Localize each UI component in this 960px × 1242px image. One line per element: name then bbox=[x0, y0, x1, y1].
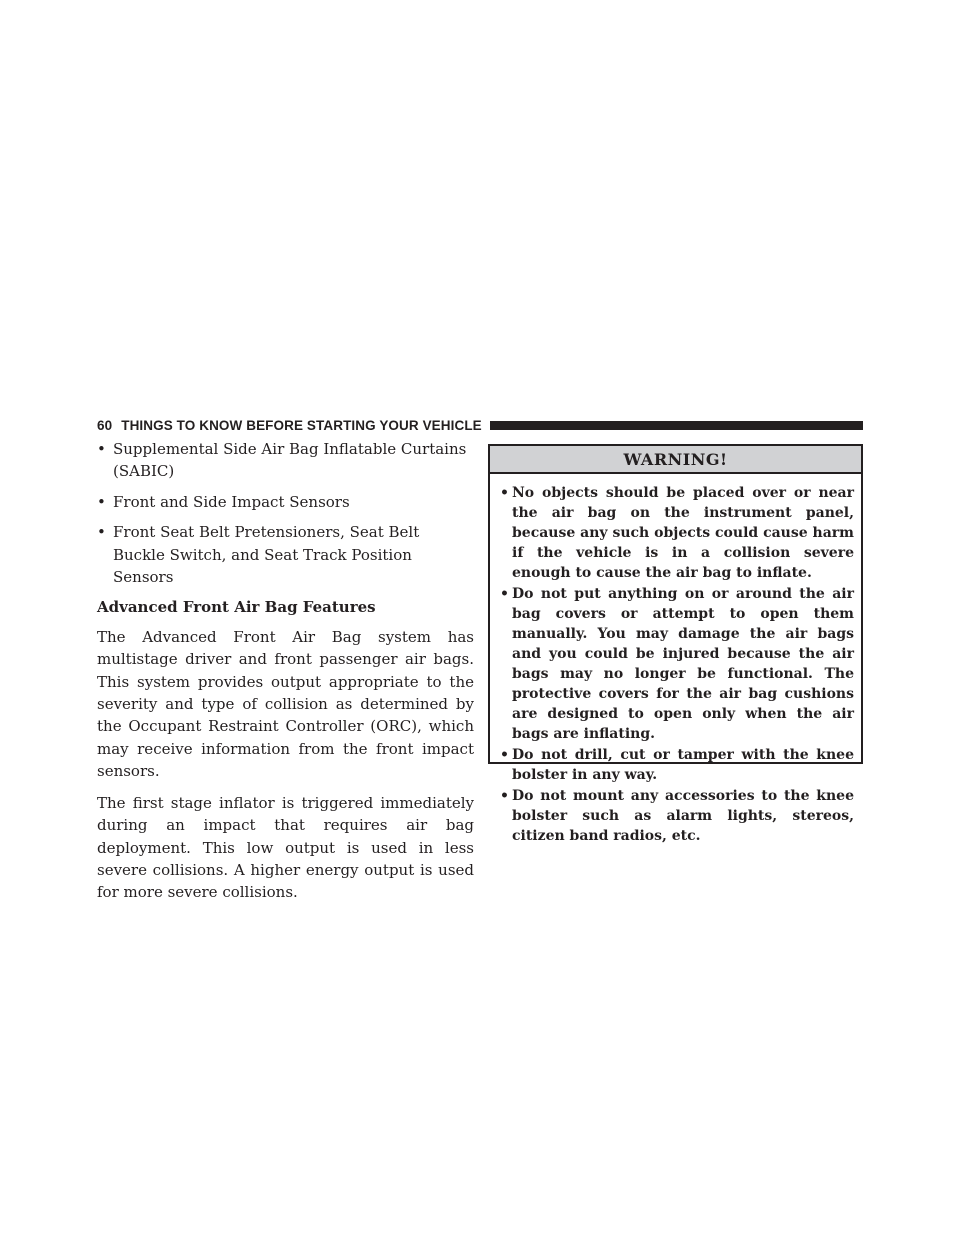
warning-box bbox=[488, 444, 863, 844]
list-item-text: Supplemental Side Air Bag Inflatable Curtains (SABIC) bbox=[113, 440, 467, 481]
page-header bbox=[97, 417, 863, 433]
bullet-icon: • bbox=[500, 788, 509, 804]
warning-item bbox=[500, 745, 854, 785]
bullet-icon: • bbox=[500, 586, 509, 602]
left-column bbox=[97, 438, 474, 913]
warning-item bbox=[500, 584, 854, 744]
warning-item bbox=[500, 786, 854, 846]
bullet-icon: • bbox=[500, 485, 509, 501]
warning-list bbox=[490, 474, 861, 846]
list-item bbox=[97, 491, 474, 513]
warning-item bbox=[500, 483, 854, 583]
warning-item-text: Do not drill, cut or tamper with the knee bolster in any way. bbox=[512, 747, 854, 783]
warning-item-text: Do not put anything on or around the air bag covers or attempt to open them manually. You may damage the air bags and you could be injured because the air bags may no longer be functional. The protective covers for the air bag cushions are designed to open only when the air bags are inflating. bbox=[512, 586, 854, 742]
warning-item-text: No objects should be placed over or near the air bag on the instrument panel, because any such objects could cause harm if the vehicle is in a collision severe enough to cause the air bag to inflate. bbox=[512, 485, 854, 581]
body-paragraph: The first stage inflator is triggered immediately during an impact that requires air bag deployment. This low output is used in less severe collisions. A higher energy output is used for more severe collisions. bbox=[97, 793, 474, 902]
header-rule bbox=[490, 421, 863, 430]
section-subheading: Advanced Front Air Bag Features bbox=[97, 598, 376, 617]
bullet-icon: • bbox=[97, 523, 106, 542]
list-item-text: Front and Side Impact Sensors bbox=[113, 492, 350, 511]
bullet-icon: • bbox=[500, 747, 509, 763]
bullet-icon: • bbox=[97, 440, 106, 458]
page-number: 60 bbox=[97, 417, 113, 433]
bullet-icon: • bbox=[97, 492, 106, 511]
list-item-text: Front Seat Belt Pretensioners, Seat Belt Buckle Switch, and Seat Track Position Sensors bbox=[113, 523, 420, 587]
body-paragraph: The Advanced Front Air Bag system has multistage driver and front passenger air bags. This system provides output appropriate to the severity and type of collision as determined by the Occupant Restraint Controller (ORC), which may receive information from the front impact sensors. bbox=[97, 627, 474, 781]
list-item bbox=[97, 438, 474, 483]
warning-title: WARNING! bbox=[490, 446, 861, 474]
section-title: THINGS TO KNOW BEFORE STARTING YOUR VEHICLE bbox=[121, 417, 482, 433]
list-item bbox=[97, 521, 474, 588]
warning-item-text: Do not mount any accessories to the knee bolster such as alarm lights, stereos, citizen band radios, etc. bbox=[512, 788, 854, 844]
